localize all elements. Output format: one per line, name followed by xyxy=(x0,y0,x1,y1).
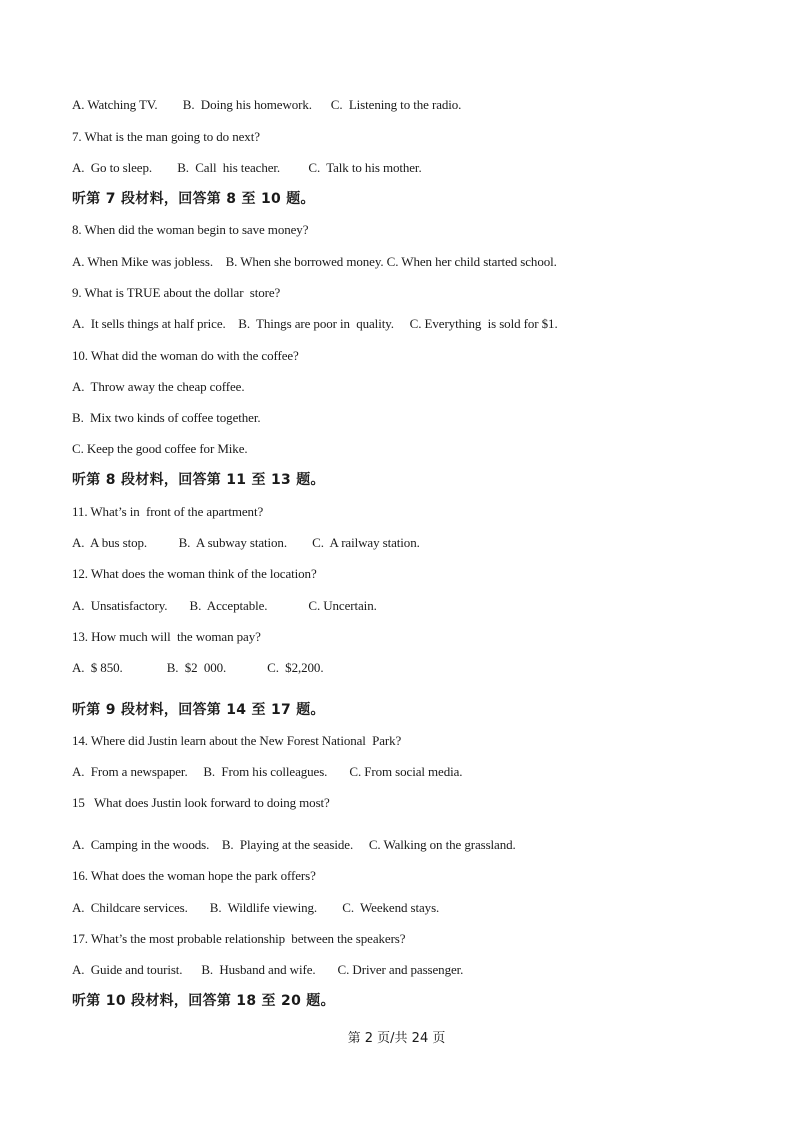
q16-question: 16. What does the woman hope the park offers? xyxy=(72,868,316,883)
q10-option-b: B. Mix two kinds of coffee together. xyxy=(72,410,261,425)
q10-option-c: C. Keep the good coffee for Mike. xyxy=(72,441,248,456)
q11-options: A. A bus stop. B. A subway station. C. A railway station. xyxy=(72,535,420,550)
q12-options: A. Unsatisfactory. B. Acceptable. C. Uncertain. xyxy=(72,598,377,613)
q15-options: A. Camping in the woods. B. Playing at the seaside. C. Walking on the grassland. xyxy=(72,837,516,852)
q7-options: A. Go to sleep. B. Call his teacher. C. Talk to his mother. xyxy=(72,160,422,175)
q17-question: 17. What’s the most probable relationship between the speakers? xyxy=(72,931,406,946)
q15-question: 15 What does Justin look forward to doing most? xyxy=(72,795,330,810)
q10-question: 10. What did the woman do with the coffee? xyxy=(72,348,299,363)
q14-question: 14. Where did Justin learn about the New Forest National Park? xyxy=(72,733,402,748)
section-10-heading: 听第 10 段材料，回答第 18 至 20 题。 xyxy=(72,993,335,1009)
section-7-heading: 听第 7 段材料，回答第 8 至 10 题。 xyxy=(72,191,315,207)
q9-options: A. It sells things at half price. B. Things are poor in quality. C. Everything is sold for $1. xyxy=(72,316,558,331)
q10-option-a: A. Throw away the cheap coffee. xyxy=(72,379,245,394)
q17-options: A. Guide and tourist. B. Husband and wife. C. Driver and passenger. xyxy=(72,962,464,977)
q6-options: A. Watching TV. B. Doing his homework. C. Listening to the radio. xyxy=(72,97,462,112)
section-9-heading: 听第 9 段材料，回答第 14 至 17 题。 xyxy=(72,702,325,718)
q14-options: A. From a newspaper. B. From his colleagues. C. From social media. xyxy=(72,764,463,779)
q13-options: A. $ 850. B. $2 000. C. $2,200. xyxy=(72,660,324,675)
page-number-footer: 第 2 页/共 24 页 xyxy=(347,1031,446,1046)
q9-question: 9. What is TRUE about the dollar store? xyxy=(72,285,281,300)
q8-question: 8. When did the woman begin to save money? xyxy=(72,222,309,237)
q13-question: 13. How much will the woman pay? xyxy=(72,629,261,644)
q11-question: 11. What’s in front of the apartment? xyxy=(72,504,264,519)
q12-question: 12. What does the woman think of the location? xyxy=(72,566,317,581)
q8-options: A. When Mike was jobless. B. When she borrowed money. C. When her child started school. xyxy=(72,254,557,269)
q16-options: A. Childcare services. B. Wildlife viewing. C. Weekend stays. xyxy=(72,900,440,915)
section-8-heading: 听第 8 段材料，回答第 11 至 13 题。 xyxy=(72,472,325,488)
q7-question: 7. What is the man going to do next? xyxy=(72,129,260,144)
